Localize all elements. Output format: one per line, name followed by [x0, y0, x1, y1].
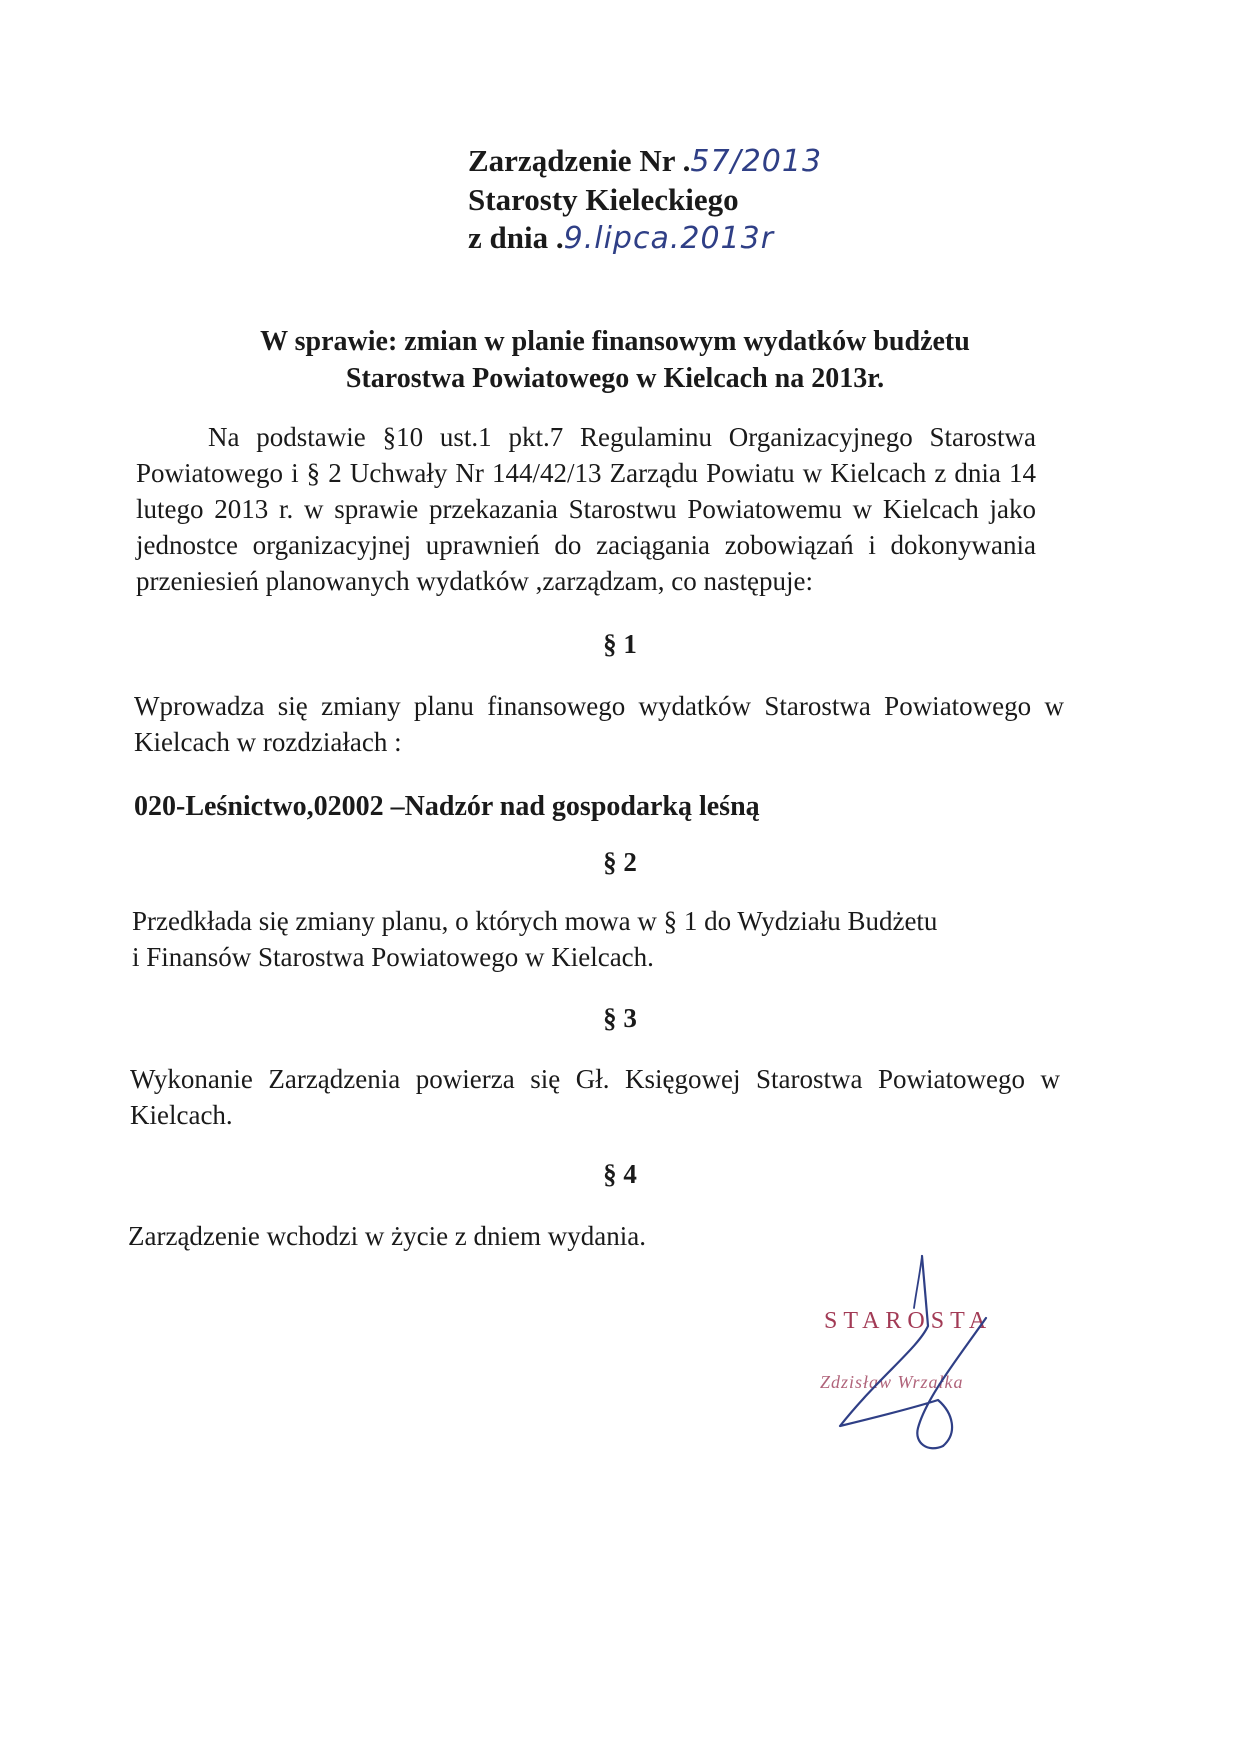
subject-line-2: Starostwa Powiatowego w Kielcach na 2013r. [345, 363, 885, 394]
stamp-name: Zdzisław Wrzałka [820, 1372, 964, 1392]
section-4-mark: § 4 [603, 1159, 637, 1189]
document-header [468, 142, 822, 258]
section-2-line-2: i Finansów Starostwa Powiatowego w Kielcach. [132, 942, 654, 972]
legal-basis-paragraph: Na podstawie §10 ust.1 pkt.7 Regulaminu Organizacyjnego Starostwa Powiatowego i § 2 Uchwały Nr 144/42/13 Zarządu Powiatu w Kielcach z dnia 14 lutego 2013 r. w sprawie przekazania Starostwu Powiatowemu w Kielcach jako jednostce organizacyjnej uprawnień do zaciągania zobowiązań i dokonywania przeniesień planowanych wydatków ,zarządzam, co następuje: [136, 422, 1036, 596]
section-2-mark: § 2 [603, 847, 637, 877]
section-1-mark: § 1 [603, 629, 637, 659]
stamp-title: STAROSTA [824, 1308, 993, 1334]
handwritten-signature-icon [818, 1248, 1028, 1458]
order-title-line [468, 142, 822, 181]
order-title-prefix: Zarządzenie Nr . [468, 143, 691, 178]
section-3-text: Wykonanie Zarządzenia powierza się Gł. Księgowej Starostwa Powiatowego w Kielcach. [130, 1064, 1060, 1130]
section-2-line-1: Przedkłada się zmiany planu, o których mowa w § 1 do Wydziału Budżetu [132, 906, 938, 936]
starosta-stamp [818, 1248, 1028, 1458]
order-date-prefix: z dnia . [468, 220, 564, 255]
order-number-handwritten: 57/2013 [690, 144, 823, 179]
section-4-text: Zarządzenie wchodzi w życie z dniem wydania. [128, 1221, 646, 1251]
order-issuer: Starosty Kieleckiego [468, 182, 739, 217]
order-date-line [468, 219, 822, 258]
section-2-text [132, 903, 1092, 975]
section-3-mark: § 3 [603, 1003, 637, 1033]
section-1-text: Wprowadza się zmiany planu finansowego wydatków Starostwa Powiatowego w Kielcach w rozdziałach : [134, 691, 1064, 757]
section-1-chapter: 020-Leśnictwo,02002 –Nadzór nad gospodarką leśną [134, 791, 760, 822]
subject-line-1: W sprawie: zmian w planie finansowym wydatków budżetu [260, 326, 970, 357]
order-date-handwritten: 9.lipca.2013r [563, 221, 775, 256]
order-subject [150, 323, 1080, 397]
